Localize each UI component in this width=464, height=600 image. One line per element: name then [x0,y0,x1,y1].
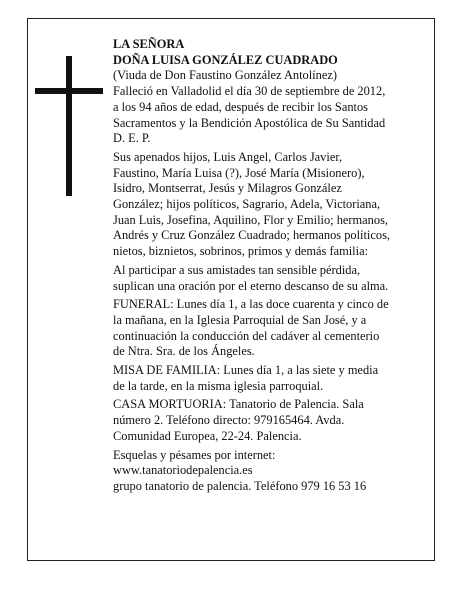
text-line: Comunidad Europea, 22-24. Palencia. [113,428,302,443]
text-line: Al participar a sus amistades tan sensible pérdida, [113,262,361,277]
text-line: grupo tanatorio de palencia. Teléfono 979 16 53 16 [113,478,367,493]
text-line: nietos, biznietos, sobrinos, primos y demás familia: [113,244,369,259]
text-line: número 2. Teléfono directo: 979165464. Avda. [113,413,345,428]
text-line: CASA MORTUORIA: Tanatorio de Palencia. Sala [113,397,364,412]
text-line: (Viuda de Don Faustino González Antolínez) [113,68,337,83]
text-line: la mañana, en la Iglesia Parroquial de San José, y a [113,312,367,327]
cross-icon-bar [35,88,103,94]
text-line: Andrés y Cruz González Cuadrado; hermanos políticos, [113,228,390,243]
obituary-title [113,37,423,68]
funeral-paragraph [113,297,423,360]
text-line: de Ntra. Sra. de los Ángeles. [113,344,255,359]
text-line: D. E. P. [113,131,151,146]
death-notice-paragraph [113,68,423,147]
text-line: Esquelas y pésames por internet: [113,447,276,462]
obituary-text [113,37,423,498]
contact-paragraph [113,448,423,495]
text-line: suplican una oración por el eterno descanso de su alma. [113,278,389,293]
text-line: Sacramentos y la Bendición Apostólica de Su Santidad [113,115,386,130]
text-line: MISA DE FAMILIA: Lunes día 1, a las siete y media [113,363,379,378]
text-line: Isidro, Montserrat, Jesús y Milagros González [113,181,342,196]
text-line: continuación la conducción del cadáver al cementerio [113,328,380,343]
text-line: Faustino, María Luisa (?), José María (Misionero), [113,165,365,180]
text-line: de la tarde, en la misma iglesia parroquial. [113,378,324,393]
family-mass-paragraph [113,363,423,394]
text-line: FUNERAL: Lunes día 1, a las doce cuarenta y cinco de [113,297,389,312]
text-line: Falleció en Valladolid el día 30 de septiembre de 2012, [113,84,386,99]
text-line: Juan Luis, Josefina, Aquilino, Flor y Emilio; hermanos, [113,212,388,227]
text-line: González; hijos políticos, Sagrario, Adela, Victoriana, [113,197,381,212]
website-link: www.tanatoriodepalencia.es [113,463,253,478]
funeral-home-paragraph [113,397,423,444]
text-line: Sus apenados hijos, Luis Angel, Carlos Javier, [113,149,343,164]
prayer-request-paragraph [113,263,423,294]
deceased-name: DOÑA LUISA GONZÁLEZ CUADRADO [113,52,338,67]
text-line: a los 94 años de edad, después de recibir los Santos [113,99,368,114]
cross-icon [66,56,72,196]
family-paragraph [113,150,423,260]
title-line: LA SEÑORA [113,37,185,51]
